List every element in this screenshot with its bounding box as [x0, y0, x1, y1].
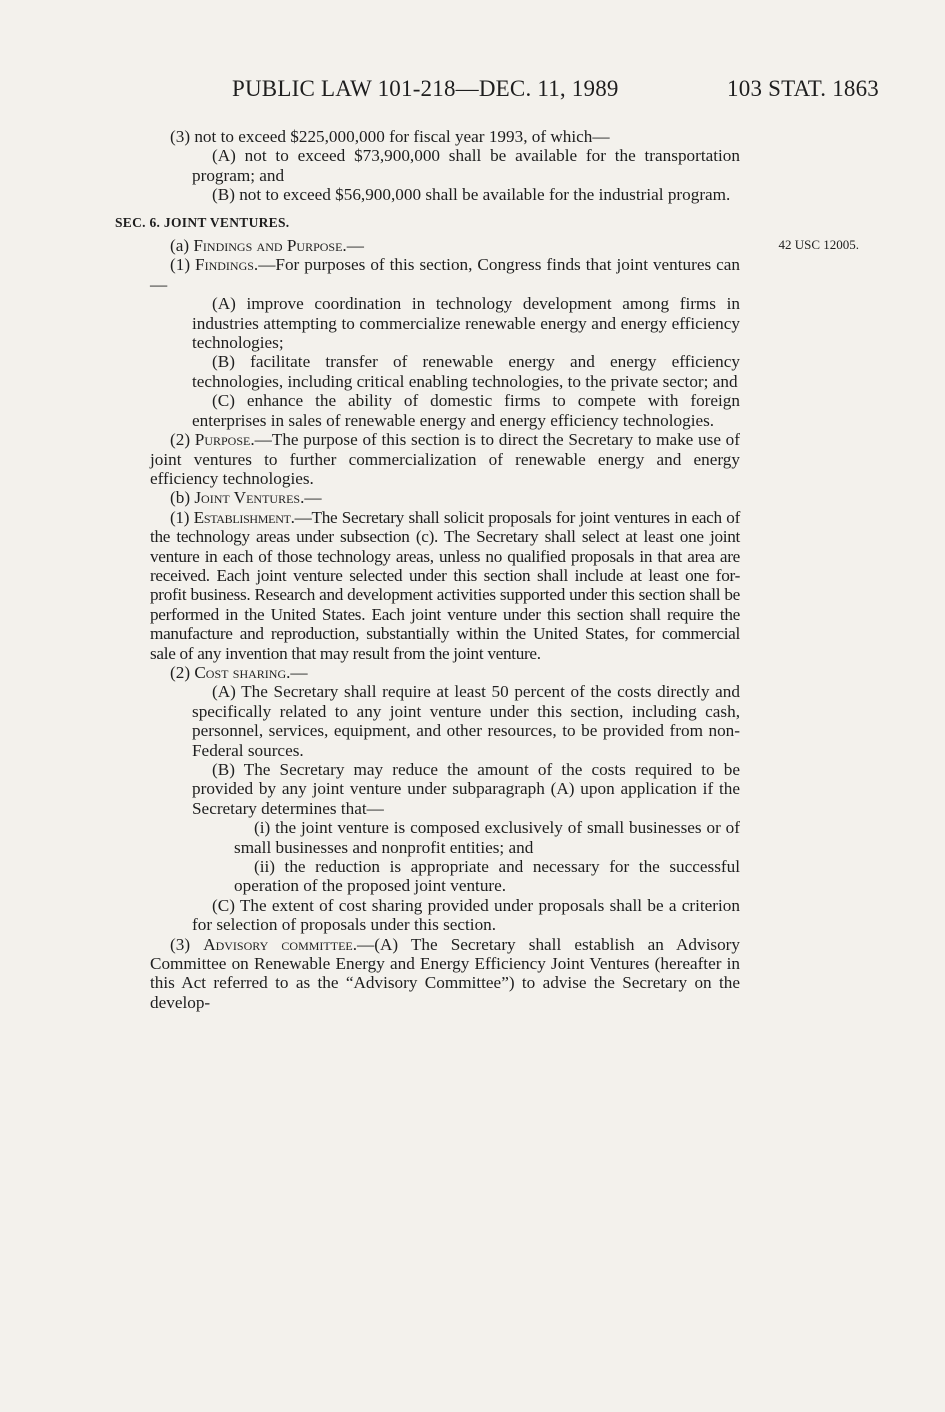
paragraph-b2A: (A) The Secretary shall require at least 50 percent of the costs directly and specifically related to any joint venture under this section, including cash, personnel, services, equipment, and other resources, to be provided from non-Federal sources. [192, 682, 740, 760]
subsection-b-title: Joint Ventures.— [194, 488, 322, 508]
paragraph-a1-lead: (1) [170, 255, 191, 275]
paragraph-b2 [150, 663, 740, 682]
paragraph-b1-text: —The Secretary shall solicit proposals for joint ventures in each of the technology areas under subsection (c). The Secretary shall select at least one joint venture in each of those technology areas, unless no qualified proposals in that area are received. Each joint venture selected under this section shall include at least one for-profit business. Research and development activities supported under this section shall be performed in the United States. Each joint venture under this section shall require the manufacture and reproduction, substantially within the United States, for commercial sale of any invention that may result from the joint venture. [150, 507, 740, 663]
subsection-a-title: Findings and Purpose.— [193, 236, 364, 256]
subsection-b-lead: (b) [170, 488, 191, 508]
paragraph-b2C: (C) The extent of cost sharing provided under proposals shall be a criterion for selection of proposals under this section. [192, 895, 740, 935]
running-header-title: PUBLIC LAW 101-218—DEC. 11, 1989 [232, 76, 619, 101]
paragraph-a1 [150, 255, 740, 294]
margin-citation: 42 USC 12005. [778, 237, 859, 252]
paragraph-b3-lead: (3) [170, 934, 191, 954]
paragraph-3: (3) not to exceed $225,000,000 for fiscal year 1993, of which— [170, 127, 610, 146]
paragraph-b1 [150, 508, 740, 663]
paragraph-3A: (A) not to exceed $73,900,000 shall be available for the transportation program; and [192, 146, 740, 185]
paragraph-b2-lead: (2) [170, 662, 191, 682]
paragraph-b1-title: Establishment. [193, 507, 295, 527]
paragraph-a1-text: —For purposes of this section, Congress finds that joint ventures can— [150, 255, 741, 294]
subsection-b-heading [150, 488, 740, 507]
paragraph-a2-title: Purpose. [194, 430, 255, 450]
paragraph-a1-title: Findings. [195, 255, 259, 275]
paragraph-3B: (B) not to exceed $56,900,000 shall be available for the industrial program. [212, 185, 731, 205]
paragraph-a1C: (C) enhance the ability of domestic firms to compete with foreign enterprises in sales of renewable energy and energy efficiency technologies. [192, 391, 740, 430]
paragraph-a1A: (A) improve coordination in technology development among firms in industries attempting to commercialize renewable energy and energy efficiency technologies; [192, 294, 740, 353]
paragraph-b1-lead: (1) [170, 507, 190, 527]
paragraph-b2B-i: (i) the joint venture is composed exclusively of small businesses or of small businesses and nonprofit entities; and [234, 818, 740, 857]
paragraph-a2 [150, 430, 740, 488]
paragraph-b2B: (B) The Secretary may reduce the amount of the costs required to be provided by any joint venture under subparagraph (A) upon application if the Secretary determines that— [192, 760, 740, 818]
paragraph-b3-title: Advisory committee. [203, 934, 358, 954]
running-header-page: 103 STAT. 1863 [727, 76, 879, 101]
subsection-a-heading [150, 236, 740, 255]
statute-body [115, 127, 741, 1012]
paragraph-b3 [150, 935, 740, 1013]
paragraph-a2-lead: (2) [170, 430, 191, 450]
section-heading: SEC. 6. JOINT VENTURES. [115, 214, 290, 230]
paragraph-a1B: (B) facilitate transfer of renewable energy and energy efficiency technologies, including critical enabling technologies, to the private sector; and [192, 352, 740, 391]
subsection-a-lead: (a) [170, 236, 190, 256]
paragraph-b2-title: Cost sharing.— [194, 662, 308, 682]
paragraph-b3-text: —(A) The Secretary shall establish an Advisory Committee on Renewable Energy and Energy Efficiency Joint Ventures (hereafter in this Act referred to as the “Advisory Committee”) to advise the Secretary on the develop- [150, 934, 740, 1012]
paragraph-a2-text: —The purpose of this section is to direct the Secretary to make use of joint ventures to further commercialization of renewable energy and energy efficiency technologies. [150, 430, 740, 488]
paragraph-b2B-ii: (ii) the reduction is appropriate and necessary for the successful operation of the proposed joint venture. [234, 857, 740, 896]
